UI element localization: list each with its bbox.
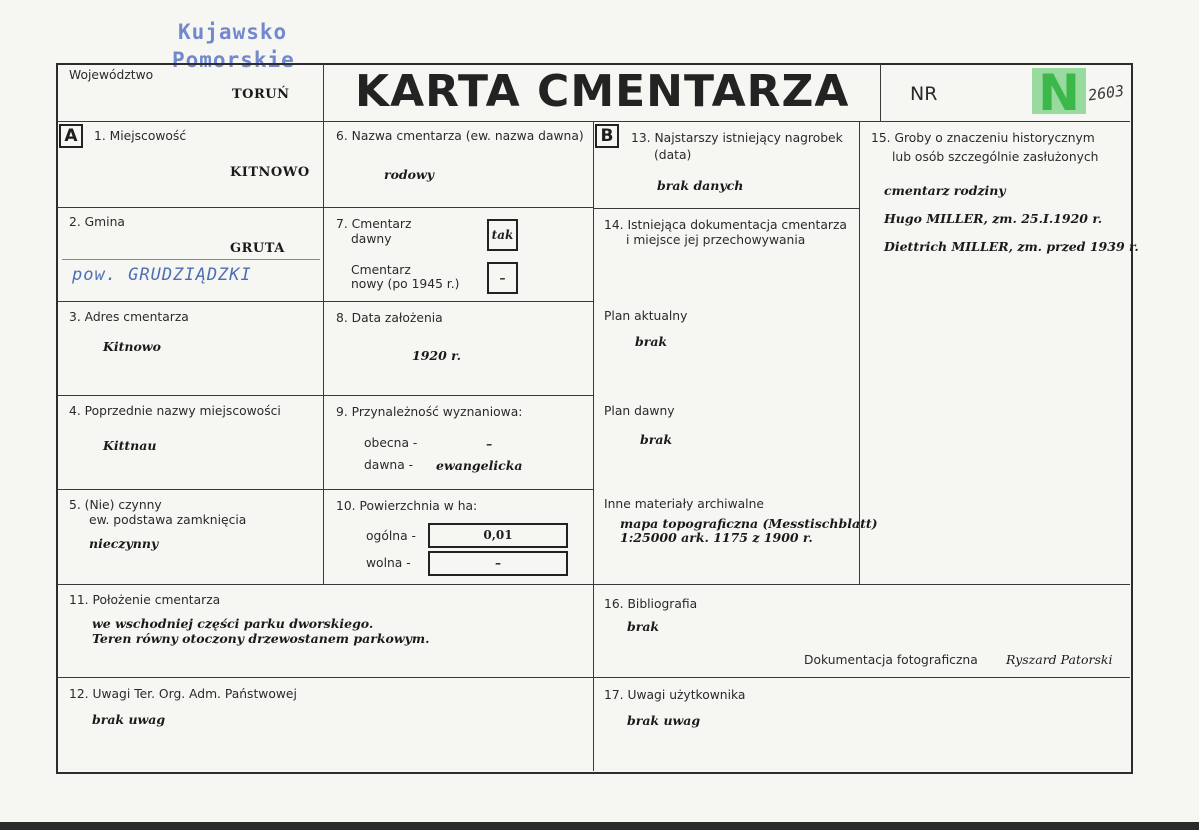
field-2-label: 2. Gmina [69,215,125,229]
field-16-value: brak [627,619,660,634]
photo-documentation-label: Dokumentacja fotograficzna [804,653,978,667]
field-9-former-value: ewangelicka [436,458,523,473]
card-title: KARTA CMENTARZA [355,66,850,117]
field-7-label-1: 7. Cmentarz [336,217,412,231]
field-11-value-1: we wschodniej części parku dworskiego. [92,616,374,631]
divider [594,208,860,209]
nr-handwritten: 2603 [1086,81,1126,105]
field-9-current-value: – [486,436,493,451]
divider [57,395,594,396]
stamp-line-1: Kujawsko [178,20,288,44]
field-15-label-1: 15. Groby o znaczeniu historycznym [871,131,1095,145]
divider [57,121,1130,122]
field-15-value-2: Hugo MILLER, zm. 25.I.1920 r. [884,211,1103,226]
field-1-value: KITNOWO [230,165,310,180]
plan-current-label: Plan aktualny [604,309,688,323]
field-7-new-checkbox: – [487,262,518,294]
field-11-label: 11. Położenie cmentarza [69,593,221,607]
field-5-label-1: 5. (Nie) czynny [69,498,162,512]
field-10-label: 10. Powierzchnia w ha: [336,499,478,513]
plan-old-value: brak [640,432,673,447]
divider [57,584,1130,585]
divider [57,489,594,490]
plan-current-value: brak [635,334,668,349]
field-2-value: GRUTA [230,241,285,256]
field-7-new-label-1: Cmentarz [351,263,411,277]
divider [593,122,594,771]
field-9-label: 9. Przynależność wyznaniowa: [336,405,523,419]
field-15-value-3: Diettrich MILLER, zm. przed 1939 r. [884,239,1139,254]
field-17-value: brak uwag [627,713,701,728]
divider [323,64,324,584]
other-materials-value-1: mapa topograficzna (Messtischblatt) [620,516,878,531]
divider [57,677,1130,678]
field-17-label: 17. Uwagi użytkownika [604,688,746,702]
field-10-total-label: ogólna - [366,529,416,543]
field-12-label: 12. Uwagi Ter. Org. Adm. Państwowej [69,687,297,701]
field-7-old-checkbox: tak [487,219,518,251]
field-9-former-label: dawna - [364,458,414,472]
field-1-label: 1. Miejscowość [94,129,187,143]
field-10-free-label: wolna - [366,556,411,570]
field-2-handwritten-note: pow. GRUDZIĄDZKI [72,265,252,285]
voivodeship-label: Województwo [69,68,154,82]
section-a-marker: A [59,124,83,148]
field-4-value: Kittnau [103,438,157,453]
field-13-value: brak danych [657,178,744,193]
photo-documentation-value: Ryszard Patorski [1006,652,1113,667]
divider [57,207,594,208]
field-12-value: brak uwag [92,712,166,727]
field-6-label: 6. Nazwa cmentarza (ew. nazwa dawna) [336,129,584,143]
plan-old-label: Plan dawny [604,404,675,418]
field-10-total-box: 0,01 [428,523,568,548]
n-highlight-icon [1030,66,1088,116]
field-16-label: 16. Bibliografia [604,597,698,611]
field-10-free-box: – [428,551,568,576]
field-7-new-label-2: nowy (po 1945 r.) [351,277,460,291]
other-materials-value-2: 1:25000 ark. 1175 z 1900 r. [620,530,813,545]
field-8-label: 8. Data założenia [336,311,443,325]
field-2-underline [62,259,320,260]
field-3-label: 3. Adres cmentarza [69,310,189,324]
field-3-value: Kitnowo [103,339,161,354]
field-4-label: 4. Poprzednie nazwy miejscowości [69,404,281,418]
field-5-value: nieczynny [89,536,159,551]
divider [57,301,594,302]
field-6-value: rodowy [384,167,435,182]
field-14-label-2: i miejsce jej przechowywania [626,233,806,247]
section-b-marker: B [595,124,619,148]
scan-edge [0,822,1199,830]
field-15-label-2: lub osób szczególnie zasłużonych [892,150,1099,164]
field-9-current-label: obecna - [364,436,418,450]
nr-letter: N [1038,66,1080,116]
highlighted-n-mark [1030,66,1088,116]
field-5-label-2: ew. podstawa zamknięcia [89,513,247,527]
field-7-label-2: dawny [351,232,392,246]
nr-label: NR [910,83,938,105]
stamp-line-2: Pomorskie [172,48,295,72]
divider [880,64,881,122]
field-11-value-2: Teren równy otoczony drzewostanem parkowym. [92,631,430,646]
voivodeship-value: TORUŃ [232,87,290,102]
field-14-label-1: 14. Istniejąca dokumentacja cmentarza [604,218,847,232]
field-8-value: 1920 r. [412,348,461,363]
field-13-label-2: (data) [654,148,692,162]
other-materials-label: Inne materiały archiwalne [604,497,764,511]
field-15-value-1: cmentarz rodziny [884,183,1006,198]
field-13-label-1: 13. Najstarszy istniejący nagrobek [631,131,843,145]
